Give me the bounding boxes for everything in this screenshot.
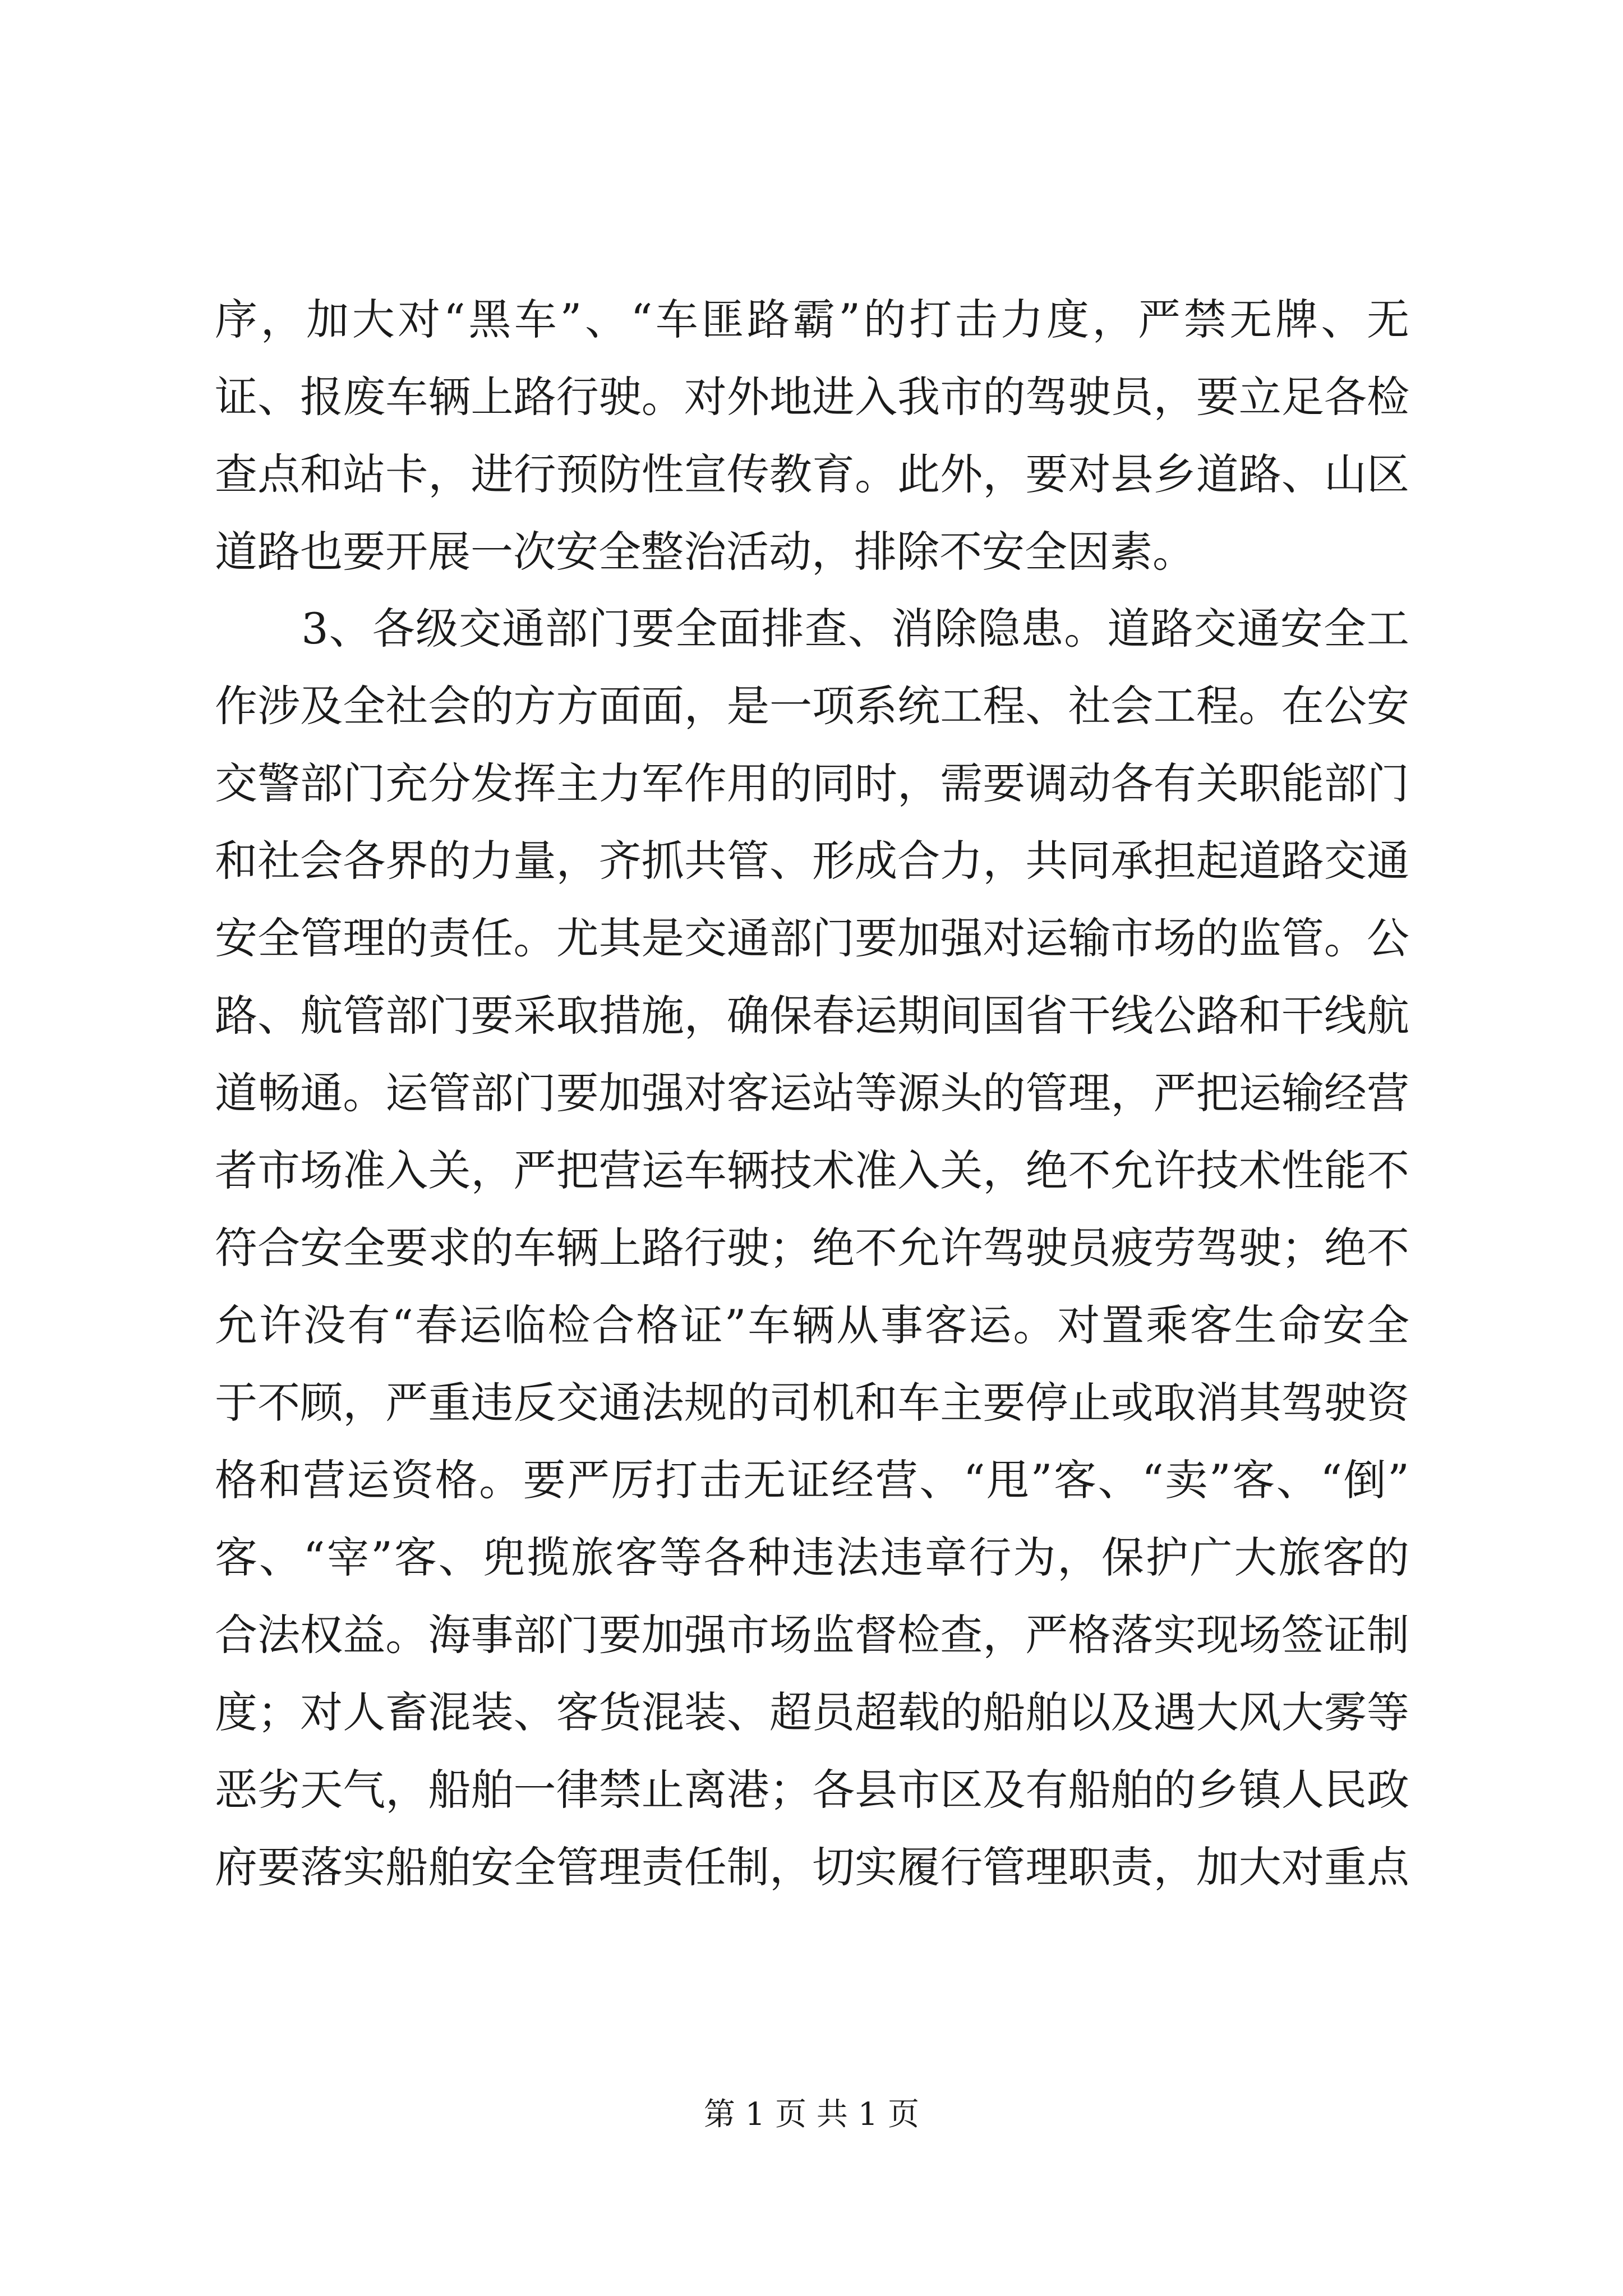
body-text-line: 府要落实船舶安全管理责任制，切实履行管理职责，加大对重点: [215, 1842, 1409, 1892]
body-text-line: 恶劣天气，船舶一律禁止离港；各县市区及有船舶的乡镇人民政: [215, 1765, 1409, 1815]
body-text-line: 道畅通。运管部门要加强对客运站等源头的管理，严把运输经营: [215, 1068, 1409, 1118]
body-text-line: 和社会各界的力量，齐抓共管、形成合力，共同承担起道路交通: [215, 836, 1409, 886]
body-text-line: 格和营运资格。要严厉打击无证经营、“甩”客、“卖”客、“倒”: [215, 1455, 1409, 1505]
body-text-line: 合法权益。海事部门要加强市场监督检查，严格落实现场签证制: [215, 1610, 1409, 1660]
body-text-line: 客、“宰”客、兜揽旅客等各种违法违章行为，保护广大旅客的: [215, 1533, 1409, 1582]
body-text-line: 度；对人畜混装、客货混装、超员超载的船舶以及遇大风大雾等: [215, 1687, 1409, 1737]
body-text-line: 允许没有“春运临检合格证”车辆从事客运。对置乘客生命安全: [215, 1300, 1409, 1350]
page-number-footer: 第 1 页 共 1 页: [703, 2096, 920, 2133]
body-text-line: 证、报废车辆上路行驶。对外地进入我市的驾驶员，要立足各检: [215, 372, 1409, 422]
body-text-line: 3、各级交通部门要全面排查、消除隐患。道路交通安全工: [215, 604, 1409, 654]
body-text-line: 道路也要开展一次安全整治活动，排除不安全因素。: [215, 527, 1195, 577]
body-text-line: 安全管理的责任。尤其是交通部门要加强对运输市场的监管。公: [215, 913, 1409, 963]
body-text-line: 序，加大对“黑车”、“车匪路霸”的打击力度，严禁无牌、无: [215, 295, 1409, 344]
body-text-line: 路、航管部门要采取措施，确保春运期间国省干线公路和干线航: [215, 991, 1409, 1041]
body-text-line: 查点和站卡，进行预防性宣传教育。此外，要对县乡道路、山区: [215, 449, 1409, 499]
body-text-line: 于不顾，严重违反交通法规的司机和车主要停止或取消其驾驶资: [215, 1378, 1409, 1428]
body-text-line: 符合安全要求的车辆上路行驶；绝不允许驾驶员疲劳驾驶；绝不: [215, 1223, 1409, 1273]
body-text-line: 作涉及全社会的方方面面，是一项系统工程、社会工程。在公安: [215, 681, 1409, 731]
body-text-line: 者市场准入关，严把营运车辆技术准入关，绝不允许技术性能不: [215, 1145, 1409, 1195]
body-text-line: 交警部门充分发挥主力军作用的同时，需要调动各有关职能部门: [215, 758, 1409, 808]
